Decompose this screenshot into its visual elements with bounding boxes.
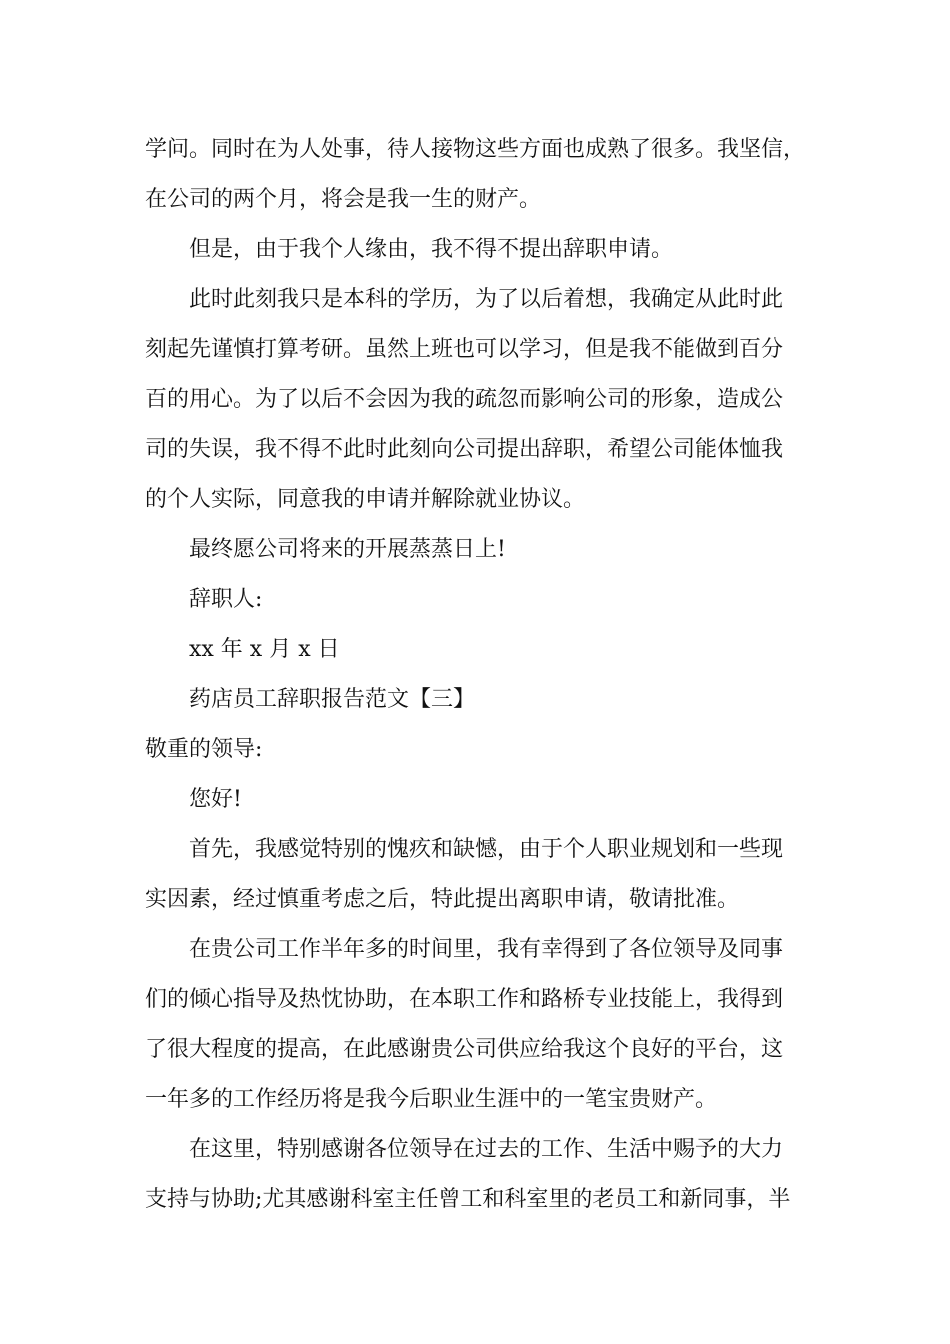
salutation: 敬重的领导: bbox=[145, 737, 263, 762]
text-line: 支持与协助;尤其感谢科室主任曾工和科室里的老员工和新同事，半 bbox=[145, 1187, 791, 1212]
text-line: 刻起先谨慎打算考研。虽然上班也可以学习，但是我不能做到百分 bbox=[145, 337, 784, 362]
section-title: 药店员工辞职报告范文【三】 bbox=[189, 687, 476, 712]
text-line: 学问。同时在为人处事，待人接物这些方面也成熟了很多。我坚信， bbox=[145, 137, 806, 162]
text-line: 了很大程度的提高，在此感谢贵公司供应给我这个良好的平台，这 bbox=[145, 1037, 784, 1062]
text-line: 辞职人: bbox=[189, 587, 263, 612]
text-line: 此时此刻我只是本科的学历，为了以后着想，我确定从此时此 bbox=[189, 287, 784, 312]
text-line: 在这里，特别感谢各位领导在过去的工作、生活中赐予的大力 bbox=[189, 1137, 784, 1162]
greeting: 您好! bbox=[189, 787, 242, 812]
text-line: 在贵公司工作半年多的时间里，我有幸得到了各位领导及同事 bbox=[189, 937, 784, 962]
text-line: 百的用心。为了以后不会因为我的疏忽而影响公司的形象，造成公 bbox=[145, 387, 784, 412]
text-line: 一年多的工作经历将是我今后职业生涯中的一笔宝贵财产。 bbox=[145, 1087, 718, 1112]
text-line: 但是，由于我个人缘由，我不得不提出辞职申请。 bbox=[189, 237, 674, 262]
text-line: 最终愿公司将来的开展蒸蒸日上! bbox=[189, 537, 506, 562]
text-line: 的个人实际，同意我的申请并解除就业协议。 bbox=[145, 487, 586, 512]
text-line: 在公司的两个月，将会是我一生的财产。 bbox=[145, 187, 542, 212]
text-line: 实因素，经过慎重考虑之后，特此提出离职申请，敬请批准。 bbox=[145, 887, 740, 912]
text-line: 首先，我感觉特别的愧疚和缺憾，由于个人职业规划和一些现 bbox=[189, 837, 784, 862]
text-line: 司的失误，我不得不此时此刻向公司提出辞职，希望公司能体恤我 bbox=[145, 437, 784, 462]
date-line: xx 年 x 月 x 日 bbox=[189, 637, 340, 662]
text-line: 们的倾心指导及热忱协助，在本职工作和路桥专业技能上，我得到 bbox=[145, 987, 784, 1012]
